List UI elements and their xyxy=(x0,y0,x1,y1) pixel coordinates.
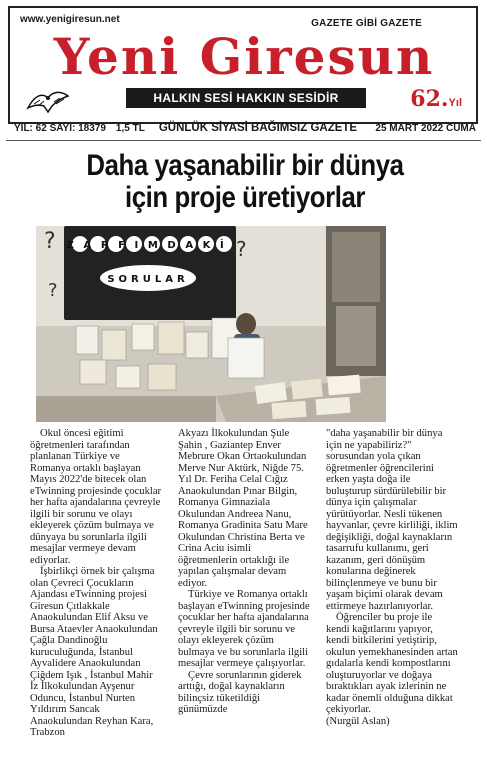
article-column-2 xyxy=(178,428,310,760)
paragraph: Öğrenciler bu proje ile kendi kağıtlarını yapıyor, kendi bitkilerini yetiştirip, okulun yemekhanesinden artan gıdalarla kendi kompostlarını oluşturuyorlar ve doğaya bıraktıkları ayak izlerinin ne kadar önemli olduğuna dikkat çekiyorlar. xyxy=(326,612,458,715)
year-number: 62. xyxy=(410,86,449,112)
banner-text-1: ZARFIMDAKİ xyxy=(66,240,234,251)
paragraph: Okul öncesi eğitimi öğretmenleri tarafından planlanan Türkiye ve Romanya ortaklı başlayan Mayıs 2022'de bitecek olan eTwinning projesinde çocuklar her hafta ajandalarına çevreyle ilgili bir sorunu ve olayı ekleyerek çözüm bulmaya ve dünyaya bu sorunlarla ilgili mesajlar vermeye devam ediyorlar. xyxy=(30,428,162,566)
svg-text:?: ? xyxy=(48,280,58,301)
paragraph: Çevre sorunlarının giderek arttığı, doğal kaynakların bilinçsiz tüketildiği günümüzde xyxy=(178,669,302,715)
article-headline xyxy=(52,150,439,214)
eagle-icon xyxy=(26,86,70,116)
article-body xyxy=(30,428,460,760)
masthead xyxy=(8,6,478,124)
headline-line-2: için proje üretiyorlar xyxy=(124,181,366,214)
paragraph: İşbirlikçi örnek bir çalışma olan Çevreci Çocukların Ajandası eTwinning projesi Giresun Çıtlakkale Anaokulundan Elif Aksu ve Bursa Ataevler Anaokulundan Çağla Dandinoğlu kuruculuğunda, İstanbul Ayvalidere Anaokulundan Çiğdem Işık , İstanbul Mahir İz İlkokulundan Ayşenur Oduncu, İstanbul Nurten Yıldırım Sancak Anaokulundan Reyhan Kara, Trabzon xyxy=(30,566,158,738)
motto-bar: HALKIN SESİ HAKKIN SESİDİR xyxy=(126,88,366,108)
slogan: GAZETE GİBİ GAZETE xyxy=(311,18,422,29)
issue-date: 25 MART 2022 CUMA xyxy=(375,122,476,134)
paragraph: Akyazı İlkokulundan Şule Şahin , Gaziantep Enver Mebrure Okan Ortaokulundan Merve Nur Aktürk, Niğde 75. Yıl Dr. Feriha Celal Cığız Anaokulundan Pınar Bilgin, Romanya Gimnaziala Okulundan Andreea Nanu, Romanya Gradinita Satu Mare Okulundan Christina Berta ve Crina Aciu isimli öğretmenlerin ortaklığı ile yapılan çalışmalar devam ediyor. xyxy=(178,428,308,589)
headline-line-1: Daha yaşanabilir bir dünya xyxy=(86,149,404,182)
divider xyxy=(6,140,481,141)
paragraph: Türkiye ve Romanya ortaklı başlayan eTwinning projesinde çocuklar her hafta ajandalarına çevreyle ilgili bir sorunu ve olayı ekleyerek çözüm bulmaya ve bu sorunlarla ilgili mesajlar vermeye çalışıyorlar. xyxy=(178,589,310,669)
svg-text:?: ? xyxy=(236,237,247,261)
paper-type: GÜNLÜK SİYASİ BAĞIMSIZ GAZETE xyxy=(158,122,358,134)
newspaper-title: Yeni Giresun xyxy=(53,27,435,86)
svg-text:?: ? xyxy=(44,229,56,254)
year-suffix: Yıl xyxy=(448,97,462,109)
article-photo xyxy=(36,226,386,422)
issue-info-line xyxy=(14,120,476,136)
year-badge xyxy=(410,86,462,112)
issue-number: YIL: 62 SAYI: 18379 xyxy=(14,122,106,134)
site-url: www.yenigiresun.net xyxy=(20,14,120,25)
author-signature: (Nurgül Aslan) xyxy=(326,715,390,727)
article-column-3 xyxy=(326,428,458,760)
price: 1,5 TL xyxy=(115,122,145,134)
article-column-1 xyxy=(30,428,162,760)
banner-text-2: SORULAR xyxy=(107,274,189,285)
paragraph: "daha yaşanabilir bir dünya için ne yapabiliriz?" sorusundan yola çıkan öğretmenler öğrencilerini erken yaşta doğa ile buluşturup sürdürülebilir bir dünya için çalışmalar yürütüyorlar. Nesli tükenen hayvanlar, çevre kirliliği, iklim değişikliği, doğal kaynakların tasarrufu kullanımı, geri kazanım, geri dönüşüm konularına değinerek bilinçlenmeye ve bunu bir yaşam biçimi olarak devam ettirmeye hazırlanıyorlar. xyxy=(326,428,458,612)
